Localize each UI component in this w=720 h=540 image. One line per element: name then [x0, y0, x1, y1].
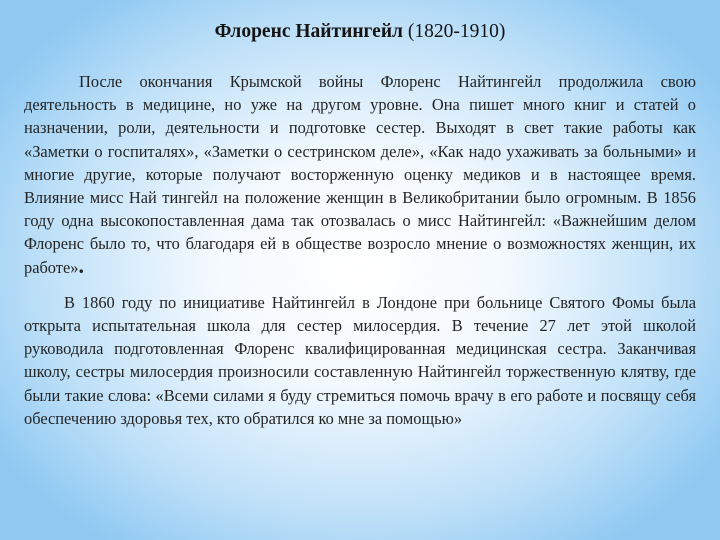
title-name: Флоренс Найтингейл: [214, 21, 403, 42]
paragraph-2: [24, 291, 696, 430]
paragraph-1-end: .: [78, 252, 84, 278]
text-body: [24, 70, 696, 430]
paragraph-1-text: После окончания Крымской войны Флоренс Найтингейл продолжила свою деятельность в медицине, но уже на другом уровне. Она пишет много книг и статей о назначении, роли, деятельности и подготовке сестер. Выходят в свет такие работы как «Заметки о госпиталях», «Заметки о сестринском деле», «Как надо ухаживать за больными» и многие другие, которые получают восторженную оценку медиков и в настоящее время. Влияние мисс Най тингейл на положение женщин в Великобритании было огромным. В 1856 году одна высокопоставленная дама так отозвалась о мисс Найтингейл: «Важнейшим делом Флоренс было то, что благодаря ей в обществе возросло мнение о возможностях женщин, их работе»: [24, 72, 696, 277]
paragraph-1: [24, 70, 696, 279]
paragraph-2-text: В 1860 году по инициативе Найтингейл в Лондоне при больнице Святого Фомы была открыта испытательная школа для сестер милосердия. В течение 27 лет этой школой руководила подготовленная Флоренс квалифицированная медицинская сестра. Заканчивая школу, сестры милосердия произносили составленную Найтингейл торжественную клятву, где были такие слова: «Всеми силами я буду стремиться помочь врачу в его работе и посвящу себя обеспечению здоровья тех, кто обратился ко мне за помощью»: [24, 292, 696, 428]
title-years: (1820-1910): [407, 21, 506, 42]
page-title: [0, 18, 720, 46]
